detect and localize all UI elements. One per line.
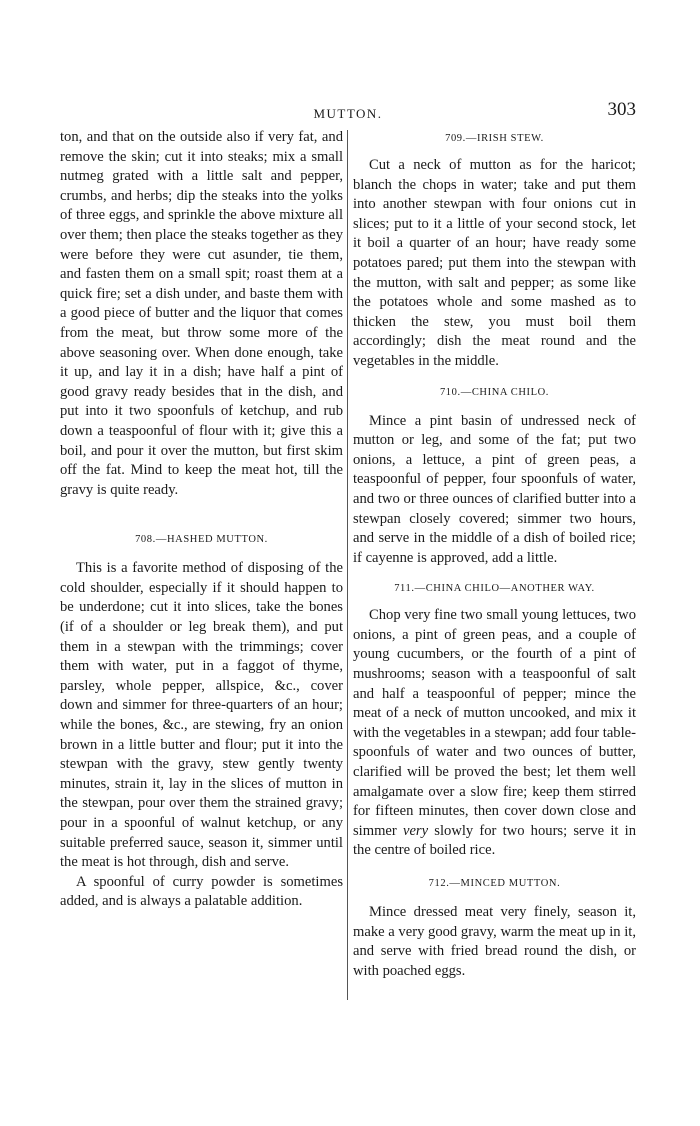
recipe-heading-711: 711.—CHINA CHILO—ANOTHER WAY.	[394, 583, 595, 595]
continued-recipe-text: ton, and that on the outside also if very fat, and remove the skin; cut it into steaks; mix a small nutmeg grated with a little salt and pepper, crumbs, and herbs; dip the steaks into the yolks of three eggs, and sprinkle the above mixture all over them; then place the steaks together as they were before they were cut asunder, tie them, and fasten them on a small spit; roast them at a quick fire; set a dish under, and baste them with a good piece of butter and the liquor that comes from the meat, but throw some more of the above seasoning over. When done enough, take it up, and lay it in a dish; have half a pint of good gravy ready besides that in the dish, and put into it two spoonfuls of ketchup, and rub down a teaspoonful of flour with it; give this a boil, and pour it over the mutton, but first skim off the fat. Mind to keep the meat hot, till the gravy is quite ready.	[60, 129, 343, 498]
recipe-heading-709: 709.—IRISH STEW.	[445, 133, 544, 144]
recipe-text-711	[353, 606, 636, 861]
right-column	[353, 128, 636, 981]
page-header	[60, 96, 636, 126]
recipe-text-708: This is a favorite method of disposing of the cold shoulder, especially if it should happen to be underdone; cut it into slices, take the bones (if of a shoulder or leg break them), and put them in a stewpan with the trimmings; cover them with water, put in a faggot of thyme, parsley, whole pepper, allspice, &c., cover down and simmer for three-quarters of an hour; while the bones, &c., are stewing, fry an onion brown in a little butter and flour; put it into the stewpan with the gravy, stew gently twenty minutes, strain it, lay in the slices of mutton in the stewpan, pour over them the strained gravy; pour in a spoonful of walnut ketchup, or any suitable preferred sauce, season it, simmer until the meat is hot through, dish and serve.	[60, 560, 343, 871]
recipe-text-711-emphasis: very	[402, 822, 429, 839]
recipe-heading-708: 708.—HASHED MUTTON.	[135, 534, 268, 546]
recipe-note-708: A spoonful of curry powder is sometimes added, and is always a palatable addition.	[60, 873, 343, 910]
recipe-text-711-part1: Chop very fine two small young lettuces, two onions, a pint of green peas, and a couple of young cucumbers, or the fourth of a pint of mushrooms; season with a teaspoonful of salt and half a teaspoonful of pepper; mince the meat of a neck of mutton uncooked, and mix it with the vegetables in a stewpan; add four table-spoonfuls of water and two ounces of butter, clarified will be proved the best; let them well amalgamate over a slow fire; keep them stirred for fifteen minutes, then cover down close and simmer	[353, 607, 636, 839]
recipe-heading-712: 712.—MINCED MUTTON.	[428, 878, 561, 889]
recipe-heading-710: 710.—CHINA CHILO.	[439, 386, 550, 398]
running-title: MUTTON.	[313, 106, 383, 121]
recipe-text-712: Mince dressed meat very finely, season it, make a very good gravy, warm the meat up in it, and serve with fried bread round the dish, or with poached eggs.	[353, 904, 636, 979]
recipe-text-710: Mince a pint basin of undressed neck of mutton or leg, and some of the fat; put two onions, a lettuce, a pint of green peas, a teaspoonful of pepper, four spoonfuls of water, and two or three ounces of clarified butter into a stewpan closely covered; simmer two hours, and serve in the middle of a dish of boiled rice; if cayenne is approved, add a little.	[353, 412, 636, 566]
recipe-text-711-part2: slowly for two hours; serve it in the centre of boiled rice.	[353, 822, 636, 859]
left-column	[60, 128, 343, 912]
column-divider	[347, 130, 348, 1000]
page-number: 303	[607, 99, 636, 120]
recipe-text-709: Cut a neck of mutton as for the haricot; blanch the chops in water; take and put them into another stewpan with four onions cut in slices; put to it a little of your second stock, let it boil a quarter of an hour; have ready some potatoes pared; put them into the stewpan with the mutton, with salt and pepper; as some like the potatoes whole and some mashed as to thicken the stew, you must boil them accordingly; dish the meat round and the vegetables in the middle.	[353, 157, 636, 369]
